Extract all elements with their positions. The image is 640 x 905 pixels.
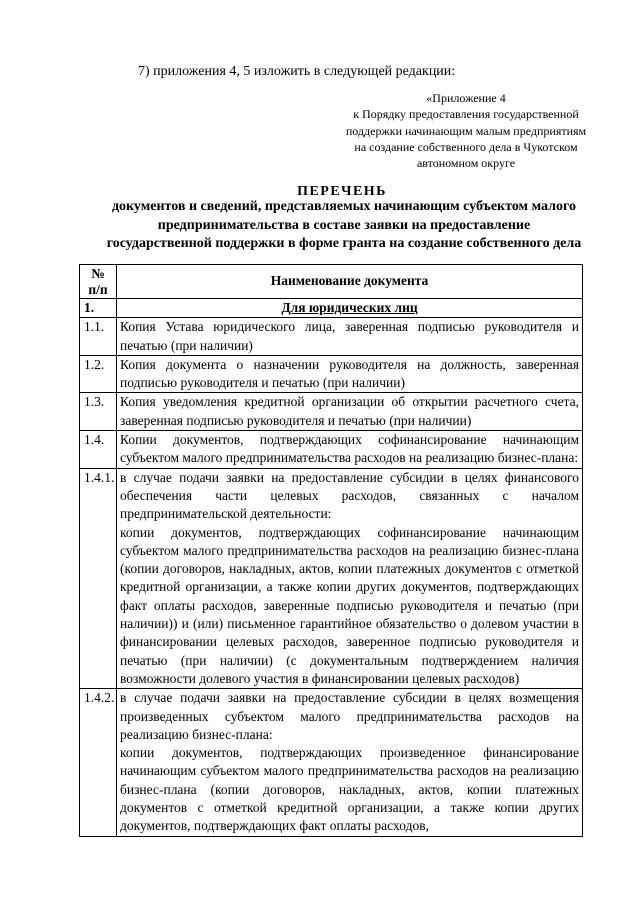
row-text: Копия Устава юридического лица, заверенная подписью руководителя и печатью (при наличии)	[117, 318, 583, 356]
annex-header-line: поддержки начинающим малым предприятиям	[345, 123, 587, 138]
row-text: Копия уведомления кредитной организации об открытии расчетного счета, заверенная подписью руководителя и печатью (при наличии)	[117, 393, 583, 431]
table-row	[80, 318, 583, 356]
row-number: 1.1.	[80, 318, 117, 356]
table-row	[80, 431, 583, 469]
table-row	[80, 689, 583, 836]
annex-header	[325, 90, 607, 171]
documents-table	[79, 264, 583, 837]
table-group-row	[80, 299, 583, 318]
annex-header-line: на создание собственного дела в Чукотском	[354, 139, 578, 154]
table-row	[80, 393, 583, 431]
row-text: Копии документов, подтверждающих софинансирование начинающим субъектом малого предпринимательства расходов на реализацию бизнес-плана:	[117, 431, 583, 469]
table-row	[80, 468, 583, 689]
row-paragraph: в случае подачи заявки на предоставление субсидии в целях возмещения произведенных субъектом малого предпринимательства расходов на реализацию бизнес-плана:	[120, 690, 579, 742]
header-number-pp: п/п	[88, 281, 108, 297]
header-name-cell: Наименование документа	[117, 265, 583, 299]
row-number: 1.4.	[80, 431, 117, 469]
document-subtitle	[80, 198, 608, 254]
row-text	[117, 468, 583, 689]
row-paragraph: в случае подачи заявки на предоставление субсидии в целях финансового обеспечения части целевых расходов, связанных с началом предпринимательской деятельности:	[120, 469, 579, 522]
row-paragraph: копии документов, подтверждающих произведенное финансирование начинающим субъектом малого предпринимательства расходов на реализацию бизнес-плана (копии договоров, накладных, актов, копии платежных документов с отметкой кредитной организации, а также копии других документов, подтверждающих факт оплаты расходов,	[120, 745, 579, 834]
row-text	[117, 689, 583, 836]
row-text: Копия документа о назначении руководителя на должность, заверенная подписью руководителя и печатью (при наличии)	[117, 355, 583, 393]
annex-header-line: «Приложение 4	[426, 91, 506, 105]
document-title: ПЕРЕЧЕНЬ	[297, 184, 387, 199]
subtitle-line: предпринимательства в составе заявки на предоставление	[157, 217, 531, 233]
row-paragraph: копии документов, подтверждающих софинансирование начинающим субъектом малого предпринимательства расходов на реализацию бизнес-плана (копии договоров, накладных, актов, копии платежных документов с отметкой кредитной организации, а также копии других документов, подтверждающих факт оплаты расходов, заверенные подписью руководителя и печатью (при наличии)) и (или) письменное гарантийное обязательство о долевом участии в финансировании целевых расходов, заверенное подписью руководителя и печатью (при наличии) (с документальным подтверждением наличия возможности долевого участия в финансировании целевых расходов)	[120, 524, 579, 686]
header-number-symbol: №	[91, 266, 105, 281]
row-number: 1.4.2.	[80, 689, 117, 836]
row-number: 1.2.	[80, 355, 117, 393]
subtitle-line: государственной поддержки в форме гранта на создание собственного дела	[106, 236, 582, 252]
annex-header-line: к Порядку предоставления государственной	[353, 107, 579, 122]
table-header-row	[80, 265, 583, 299]
table-row	[80, 355, 583, 393]
subtitle-line: документов и сведений, представляемых начинающим субъектом малого	[111, 199, 577, 214]
group-label: Для юридических лиц	[117, 299, 583, 318]
intro-line: 7) приложения 4, 5 изложить в следующей редакции:	[138, 64, 456, 79]
row-number: 1.3.	[80, 393, 117, 431]
row-number: 1.4.1.	[80, 468, 117, 689]
header-number-cell	[80, 265, 117, 299]
group-number: 1.	[80, 299, 117, 318]
annex-header-line: автономном округе	[416, 156, 516, 171]
